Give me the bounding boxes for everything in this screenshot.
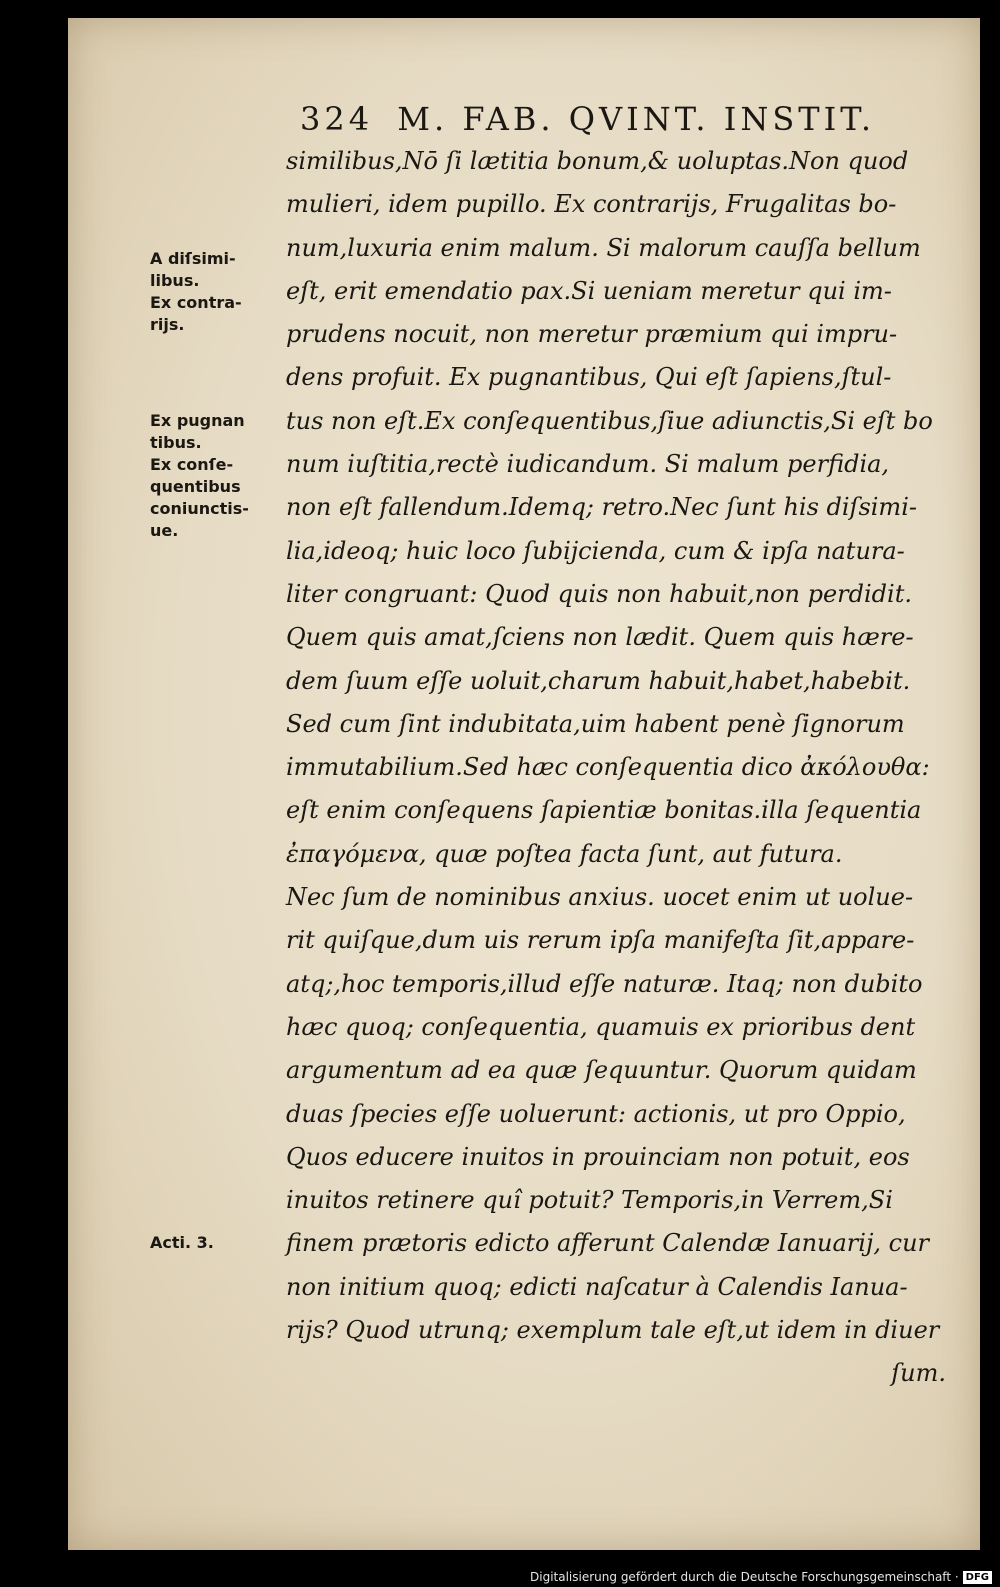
margin-note-line: Ex pugnan [150, 411, 245, 430]
text-line: Sed cum ſint indubitata,uim habent penè ſignorum [286, 709, 905, 738]
body-text [286, 140, 946, 1396]
margin-note-line: Ex contra- [150, 293, 242, 312]
margin-note-line: rijs. [150, 315, 185, 334]
text-line: liter congruant: Quod quis non habuit,non perdidit. [286, 579, 912, 608]
text-line: tus non eſt.Ex conſequentibus,ſiue adiunctis,Si eſt bo [286, 406, 933, 435]
digitization-credit [530, 1570, 992, 1584]
text-line: rit quiſque,dum uis rerum ipſa manifeſta ſit,appare- [286, 926, 915, 955]
text-line: finem prætoris edicto afferunt Calendæ Ianuarij, cur [286, 1229, 930, 1258]
text-line: non initium quoq; edicti naſcatur à Calendis Ianua- [286, 1272, 908, 1301]
margin-note-line: ue. [150, 521, 179, 540]
text-line: ἐπαγόμενα, quæ poſtea facta ſunt, aut futura. [286, 839, 843, 868]
margin-note-line: quentibus [150, 477, 241, 496]
text-line: similibus,Nō ſi lætitia bonum,& uoluptas.Non quod [286, 147, 909, 175]
text-line: rijs? Quod utrunq; exemplum tale eſt,ut idem in diuer [286, 1316, 940, 1345]
running-title: M. FAB. QVINT. INSTIT. [397, 100, 876, 138]
text-line: dem ſuum eſſe uoluit,charum habuit,habet,habebit. [286, 666, 911, 695]
text-line: argumentum ad ea quæ ſequuntur. Quorum quidam [286, 1056, 917, 1085]
text-line: atq;,hoc temporis,illud eſſe naturæ. Itaq; non dubito [286, 969, 923, 998]
text-line: Nec ſum de nominibus anxius. uocet enim ut uolue- [286, 883, 914, 912]
text-line: lia,ideoq; huic loco ſubijcienda, cum & ipſa natura- [286, 536, 905, 565]
margin-note-line: A diſsimi- [150, 249, 236, 268]
text-line-catchword: ſum. [891, 1359, 946, 1388]
text-line: Quos educere inuitos in prouinciam non potuit, eos [286, 1142, 910, 1171]
text-line: Quem quis amat,ſciens non lædit. Quem quis hære- [286, 623, 914, 652]
text-line: hæc quoq; conſequentia, quamuis ex prioribus dent [286, 1012, 916, 1041]
text-line: prudens nocuit, non meretur præmium qui impru- [286, 320, 898, 349]
text-line: duas ſpecies eſſe uoluerunt: actionis, ut pro Oppio, [286, 1099, 906, 1128]
text-line: mulieri, idem pupillo. Ex contrarijs, Frugalitas bo- [286, 190, 897, 219]
text-line: num,luxuria enim malum. Si malorum cauſſa bellum [286, 233, 921, 262]
text-line: non eſt fallendum.Idemq; retro.Nec ſunt his diſsimi- [286, 493, 917, 522]
margin-note-line: coniunctis- [150, 499, 249, 518]
page-number: 324 [300, 100, 374, 138]
text-line: dens profuit. Ex pugnantibus, Qui eſt ſapiens,ſtul- [286, 363, 892, 392]
text-line: eſt, erit emendatio pax.Si ueniam meretur qui im- [286, 276, 892, 305]
credit-text: Digitalisierung gefördert durch die Deutsche Forschungsgemeinschaft · [530, 1570, 959, 1584]
margin-note-line: tibus. [150, 433, 202, 452]
margin-note-acti [150, 1232, 214, 1254]
running-header [300, 100, 875, 138]
dfg-logo: DFG [963, 1571, 992, 1584]
text-line: inuitos retinere quî potuit? Temporis,in Verrem,Si [286, 1186, 893, 1215]
margin-note-line: libus. [150, 271, 200, 290]
margin-note-line: Ex conſe- [150, 455, 234, 474]
margin-note-line: Acti. 3. [150, 1233, 214, 1252]
text-line: eſt enim conſequens ſapientiæ bonitas.illa ſequentia [286, 796, 922, 825]
text-line: num iuſtitia,rectè iudicandum. Si malum perfidia, [286, 450, 890, 479]
margin-note-pugnantibus [150, 410, 249, 542]
margin-note-dissimilibus [150, 248, 242, 336]
text-line: immutabilium.Sed hæc conſequentia dico ἀκόλουθα: [286, 753, 930, 782]
